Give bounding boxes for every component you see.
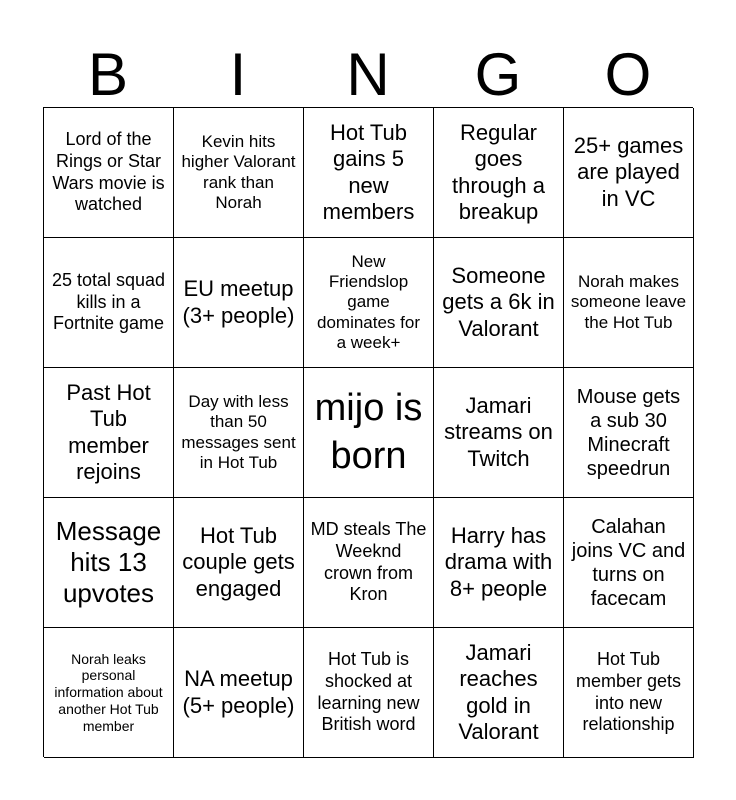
bingo-header [43, 42, 693, 108]
bingo-cell[interactable]: 25 total squad kills in a Fortnite game [44, 238, 174, 368]
bingo-cell[interactable]: Hot Tub member gets into new relationship [564, 628, 694, 758]
header-letter-i: I [229, 41, 247, 108]
bingo-cell[interactable]: New Friendslop game dominates for a week+ [304, 238, 434, 368]
bingo-cell[interactable]: Jamari streams on Twitch [434, 368, 564, 498]
header-letter-n: N [346, 41, 390, 108]
bingo-cell[interactable]: Day with less than 50 messages sent in Hot Tub [174, 368, 304, 498]
bingo-cell[interactable]: 25+ games are played in VC [564, 108, 694, 238]
bingo-cell[interactable]: Norah makes someone leave the Hot Tub [564, 238, 694, 368]
bingo-cell[interactable]: Norah leaks personal information about another Hot Tub member [44, 628, 174, 758]
bingo-cell[interactable]: Jamari reaches gold in Valorant [434, 628, 564, 758]
bingo-cell[interactable]: Calahan joins VC and turns on facecam [564, 498, 694, 628]
bingo-cell[interactable]: Harry has drama with 8+ people [434, 498, 564, 628]
bingo-cell[interactable]: Hot Tub is shocked at learning new British word [304, 628, 434, 758]
bingo-cell[interactable]: EU meetup (3+ people) [174, 238, 304, 368]
header-letter-g: G [474, 41, 522, 108]
bingo-cell[interactable]: Someone gets a 6k in Valorant [434, 238, 564, 368]
bingo-cell[interactable]: Past Hot Tub member rejoins [44, 368, 174, 498]
bingo-cell[interactable]: Regular goes through a breakup [434, 108, 564, 238]
bingo-cell[interactable]: Mouse gets a sub 30 Minecraft speedrun [564, 368, 694, 498]
bingo-cell[interactable]: Hot Tub gains 5 new members [304, 108, 434, 238]
bingo-cell[interactable]: Lord of the Rings or Star Wars movie is watched [44, 108, 174, 238]
bingo-cell[interactable]: Kevin hits higher Valorant rank than Norah [174, 108, 304, 238]
bingo-cell[interactable]: Message hits 13 upvotes [44, 498, 174, 628]
header-letter-o: O [604, 41, 652, 108]
bingo-cell[interactable]: MD steals The Weeknd crown from Kron [304, 498, 434, 628]
bingo-cell-free[interactable]: mijo is born [304, 368, 434, 498]
bingo-board [43, 107, 693, 757]
header-letter-b: B [87, 41, 129, 108]
bingo-cell[interactable]: NA meetup (5+ people) [174, 628, 304, 758]
bingo-cell[interactable]: Hot Tub couple gets engaged [174, 498, 304, 628]
